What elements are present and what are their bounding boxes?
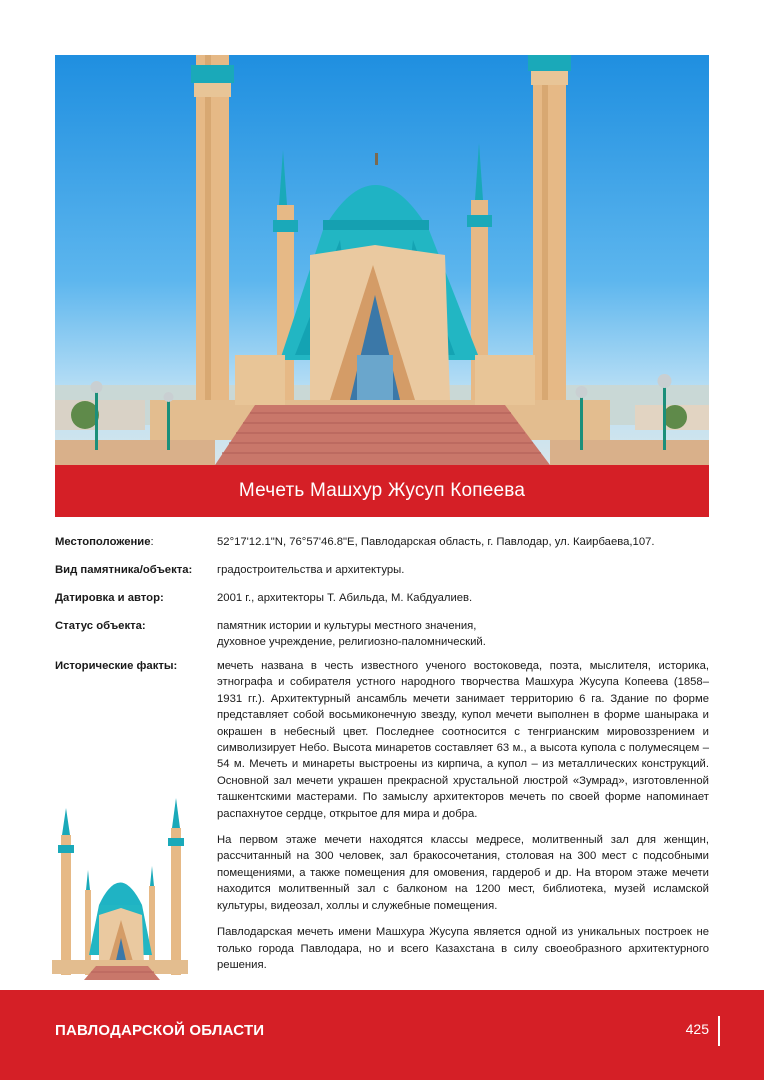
title-banner	[55, 465, 709, 517]
footer-divider	[718, 1016, 720, 1046]
status-label: Статус объекта:	[55, 620, 146, 632]
facts-paragraph-2: На первом этаже мечети находятся классы медресе, молитвенный зал для женщин, рассчитанный на 300 человек, зал бракосочетания, столовая на 300 мест с подсобными помещениями, а также помещения для омовения, гардероб и др. На втором этаже мечети находится молитвенный зал с балконом на 1200 мест, библиотека, музей исламской культуры, видеозал, холлы и служебные помещения.	[217, 834, 709, 912]
mosque-illustration	[44, 790, 194, 980]
page-title: Мечеть Машхур Жусуп Копеева	[238, 480, 526, 501]
date-value: 2001 г., архитекторы Т. Абильда, М. Кабдуалиев.	[217, 592, 473, 604]
status-value-line-2: духовное учреждение, религиозно-паломнический.	[217, 636, 486, 648]
facts-text	[217, 658, 709, 983]
type-value: градостроительства и архитектуры.	[217, 564, 405, 576]
status-value-line-1: памятник истории и культуры местного значения,	[217, 620, 477, 632]
date-label: Датировка и автор:	[55, 592, 164, 604]
page-number: 425	[685, 1021, 709, 1037]
location-value: 52°17'12.1"N, 76°57'46.8"E, Павлодарская область, г. Павлодар, ул. Каирбаева,107.	[217, 536, 655, 548]
facts-paragraph-3: Павлодарская мечеть имени Машхура Жусупа является одной из уникальных построек не только города Павлодара, но и всего Казахстана в силу своеобразного архитектурного решения.	[217, 926, 709, 971]
location-label: Местоположение:	[55, 536, 154, 548]
footer-band	[0, 990, 764, 1080]
facts-paragraph-1: мечеть названа в честь известного ученого востоковеда, поэта, мыслителя, историка, этнографа и собирателя устного народного творчества Машхура Жусупа Копеева (1858–1931 гг.). Архитектурный ансамбль мечети занимает территорию 6 га. Здание по форме представляет собой восьмиконечную звезду, купол мечети выполнен в форме шаныракa и окрашен в небесный цвет. Последнее соотносится с тенгрианским мировоззрением и символизирует Небо. Высота минаретов составляет 63 м., а высота купола с полумесяцем – 54 м. Мечеть и минареты выстроены из кирпича, а купол – из металлических конструкций. Основной зал мечети украшен прекрасной хрустальной люстрой «Зумрад», изготовленной ташкентскими мастерами. По замыслу архитекторов мечеть по своей форме напоминает распахнутое сердце, открытое для мира и добра.	[217, 660, 709, 820]
status-value	[217, 618, 709, 650]
mosque-photo	[55, 55, 709, 465]
facts-label: Исторические факты:	[55, 660, 178, 672]
left-minaret	[191, 55, 234, 415]
footer-region: ПАВЛОДАРСКОЙ ОБЛАСТИ	[55, 1022, 265, 1039]
type-label: Вид памятника/объекта:	[55, 564, 193, 576]
